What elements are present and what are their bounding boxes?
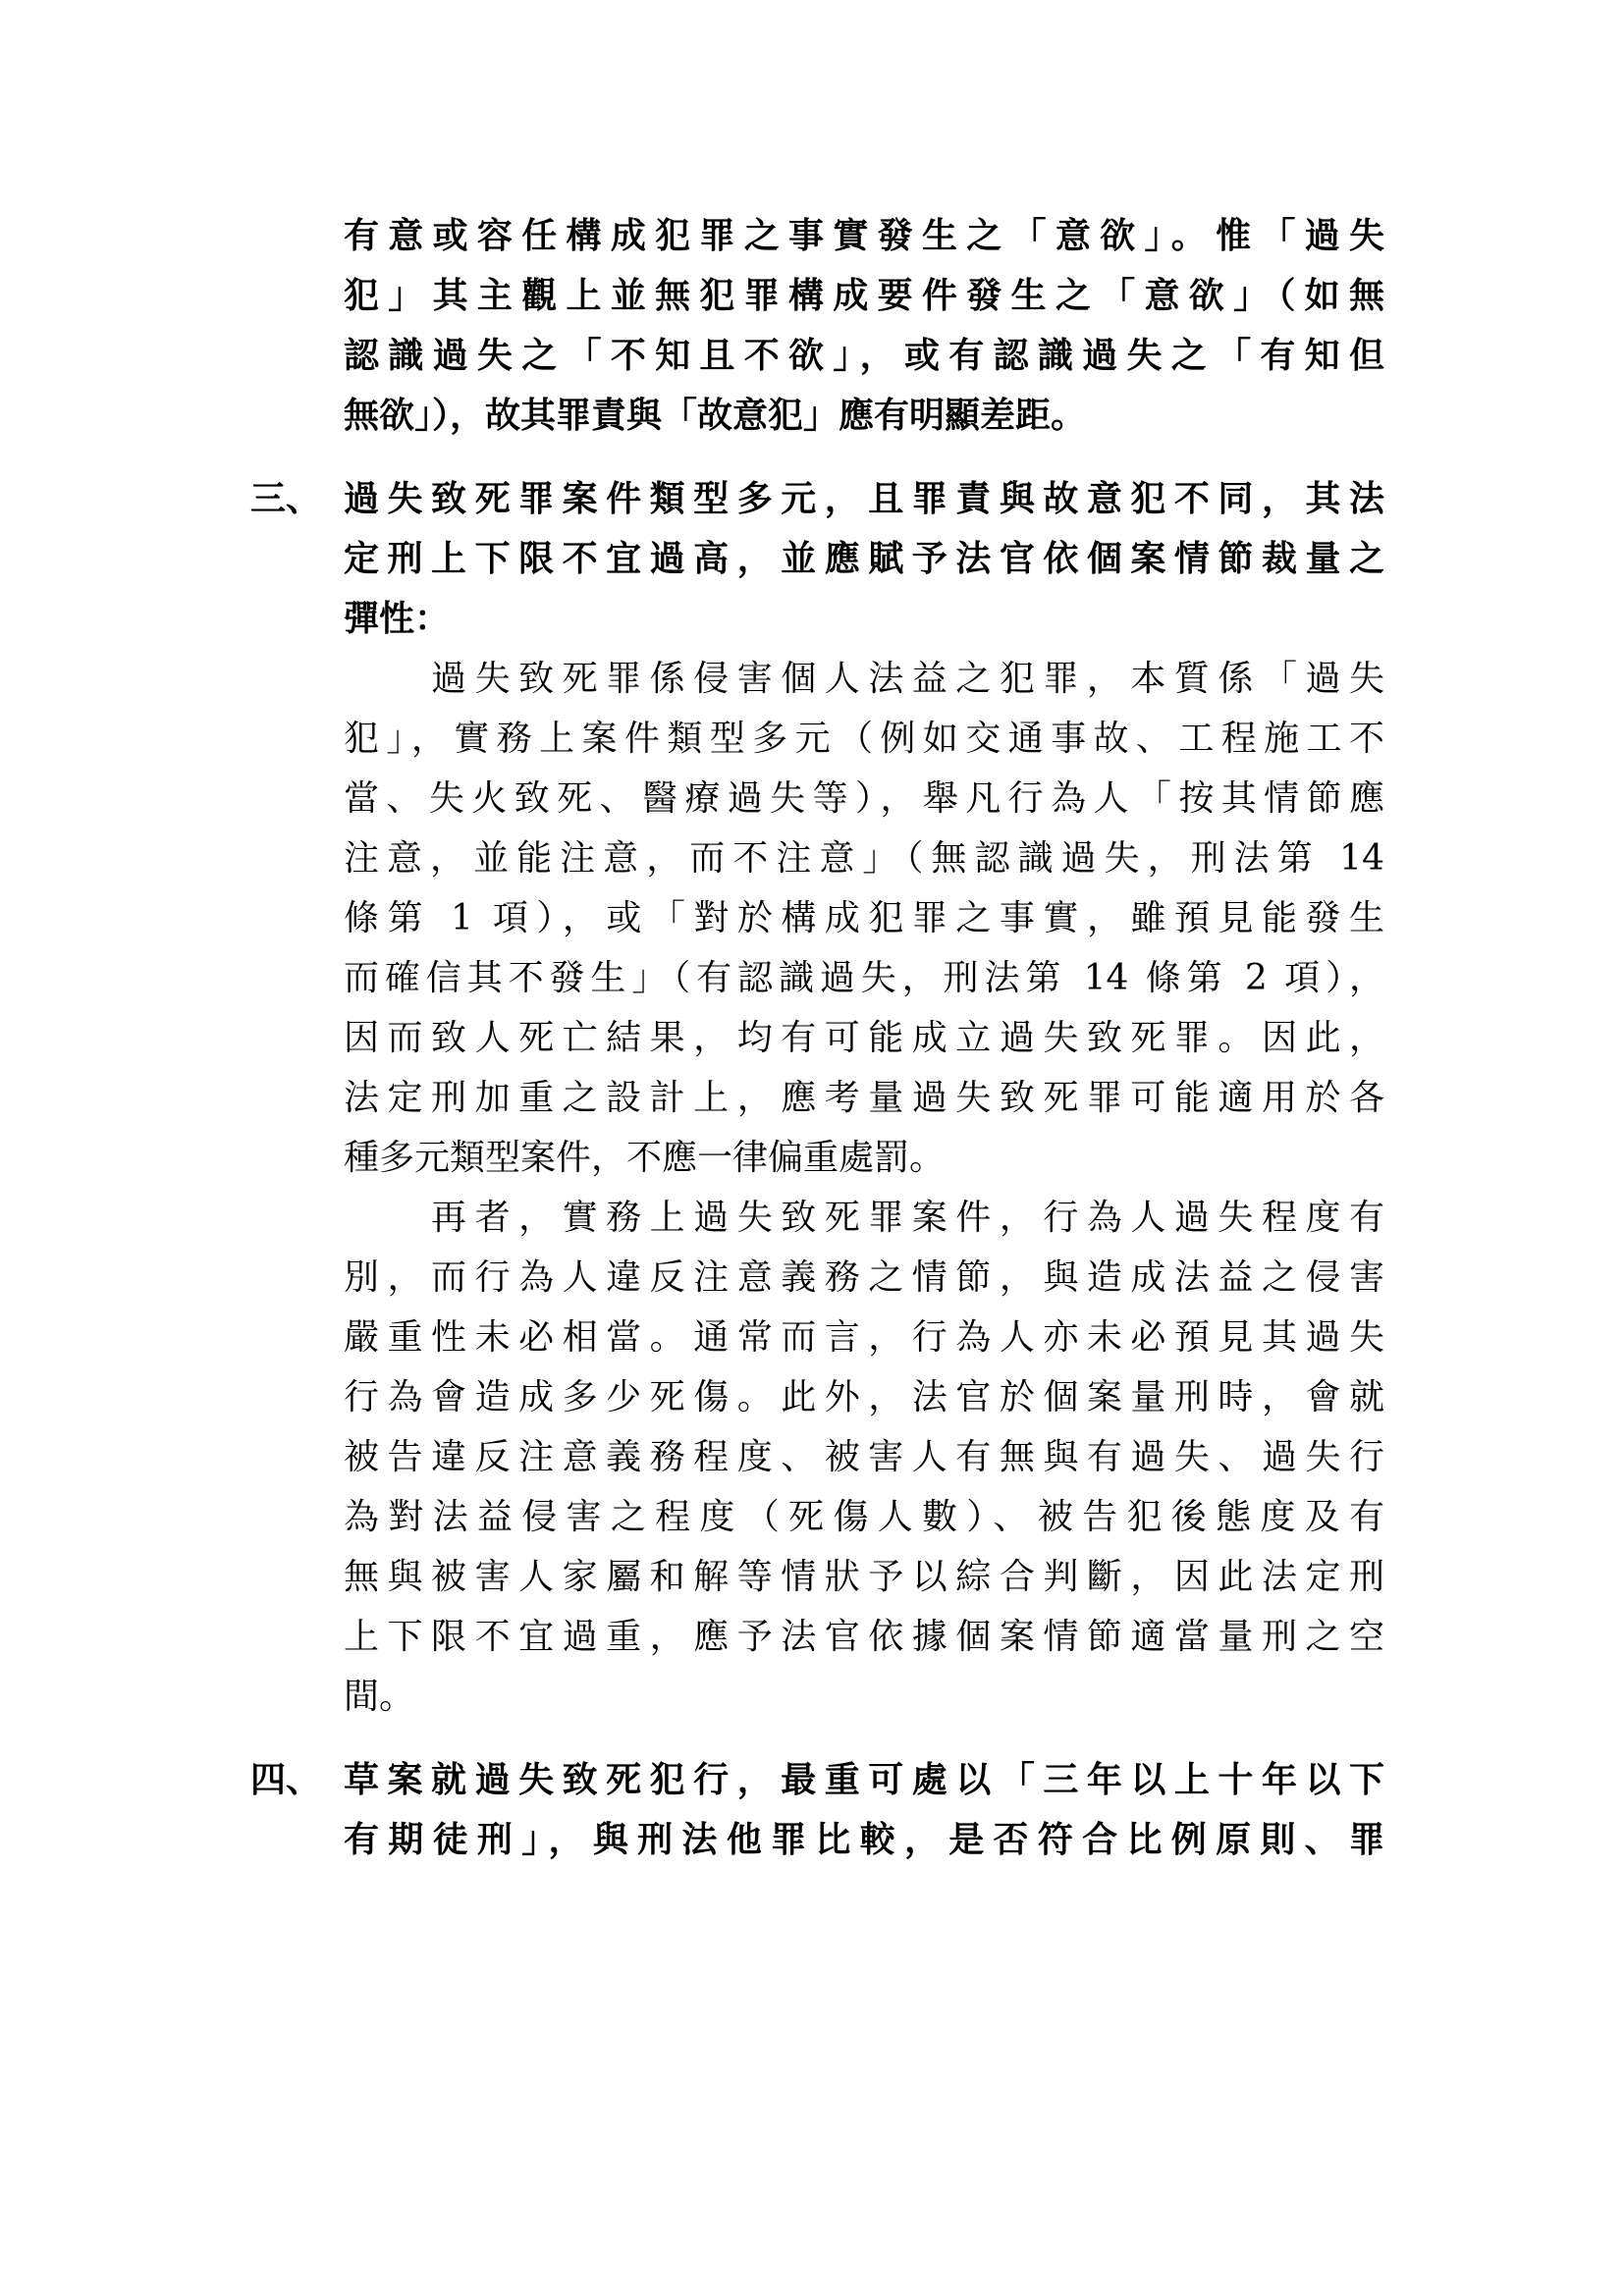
section-3-p2-line-4: 行為會造成多少死傷。此外，法官於個案量刑時，會就 (344, 1377, 1384, 1417)
intro-line-3: 認識過失之「不知且不欲」，或有認識過失之「有知但 (344, 336, 1384, 376)
section-3-p1-line-1: 過失致死罪係侵害個人法益之犯罪，本質係「過失 (344, 659, 1384, 699)
section-3-p2-line-8: 上下限不宜過重，應予法官依據個案情節適當量刑之空 (344, 1617, 1384, 1657)
section-3-p2-line-2: 別，而行為人違反注意義務之情節，與造成法益之侵害 (344, 1257, 1384, 1298)
section-3-p2-line-5: 被告違反注意義務程度、被害人有無與有過失、過失行 (344, 1437, 1384, 1477)
section-4-heading-line-1: 草案就過失致死犯行，最重可處以「三年以上十年以下 (344, 1760, 1384, 1800)
section-3-p1-line-8: 法定刑加重之設計上，應考量過失致死罪可能適用於各 (344, 1078, 1384, 1118)
section-3-heading-line-2: 定刑上下限不宜過高，並應賦予法官依個案情節裁量之 (344, 539, 1384, 579)
section-3-p1-line-2: 犯」，實務上案件類型多元（例如交通事故、工程施工不 (344, 719, 1384, 759)
section-3-p1-line-5: 條第 1 項），或「對於構成犯罪之事實，雖預見能發生 (344, 898, 1384, 938)
section-3-p2-line-3: 嚴重性未必相當。通常而言，行為人亦未必預見其過失 (344, 1317, 1384, 1358)
section-3-p1-line-3: 當、失火致死、醫療過失等），舉凡行為人「按其情節應 (344, 778, 1384, 819)
section-4-heading-line-2: 有期徒刑」，與刑法他罪比較，是否符合比例原則、罪 (344, 1820, 1384, 1860)
intro-line-2: 犯」其主觀上並無犯罪構成要件發生之「意欲」（如無 (344, 276, 1384, 316)
section-4-number: 四、 (250, 1760, 322, 1800)
section-3-number: 三、 (250, 479, 322, 519)
section-3-p2-line-6: 為對法益侵害之程度（死傷人數）、被告犯後態度及有 (344, 1497, 1384, 1537)
section-3-p2-line-7: 無與被害人家屬和解等情狀予以綜合判斷，因此法定刑 (344, 1557, 1384, 1597)
section-3-p1-line-6: 而確信其不發生」（有認識過失，刑法第 14 條第 2 項）， (344, 958, 1384, 998)
section-3-p2-line-9: 間。 (344, 1677, 415, 1717)
section-3-heading-line-3: 彈性： (344, 599, 451, 639)
section-3-p2-line-1: 再者，實務上過失致死罪案件，行為人過失程度有 (344, 1198, 1384, 1238)
section-3-p1-line-9: 種多元類型案件，不應一律偏重處罰。 (344, 1138, 946, 1178)
section-3-p1-line-7: 因而致人死亡結果，均有可能成立過失致死罪。因此， (344, 1018, 1384, 1058)
intro-line-1: 有意或容任構成犯罪之事實發生之「意欲」。惟「過失 (344, 216, 1384, 256)
section-3-heading-line-1: 過失致死罪案件類型多元，且罪責與故意犯不同，其法 (344, 479, 1384, 519)
section-3-p1-line-4: 注意，並能注意，而不注意」（無認識過失，刑法第 14 (344, 838, 1384, 879)
intro-line-4: 無欲」），故其罪責與「故意犯」應有明顯差距。 (344, 396, 1087, 436)
